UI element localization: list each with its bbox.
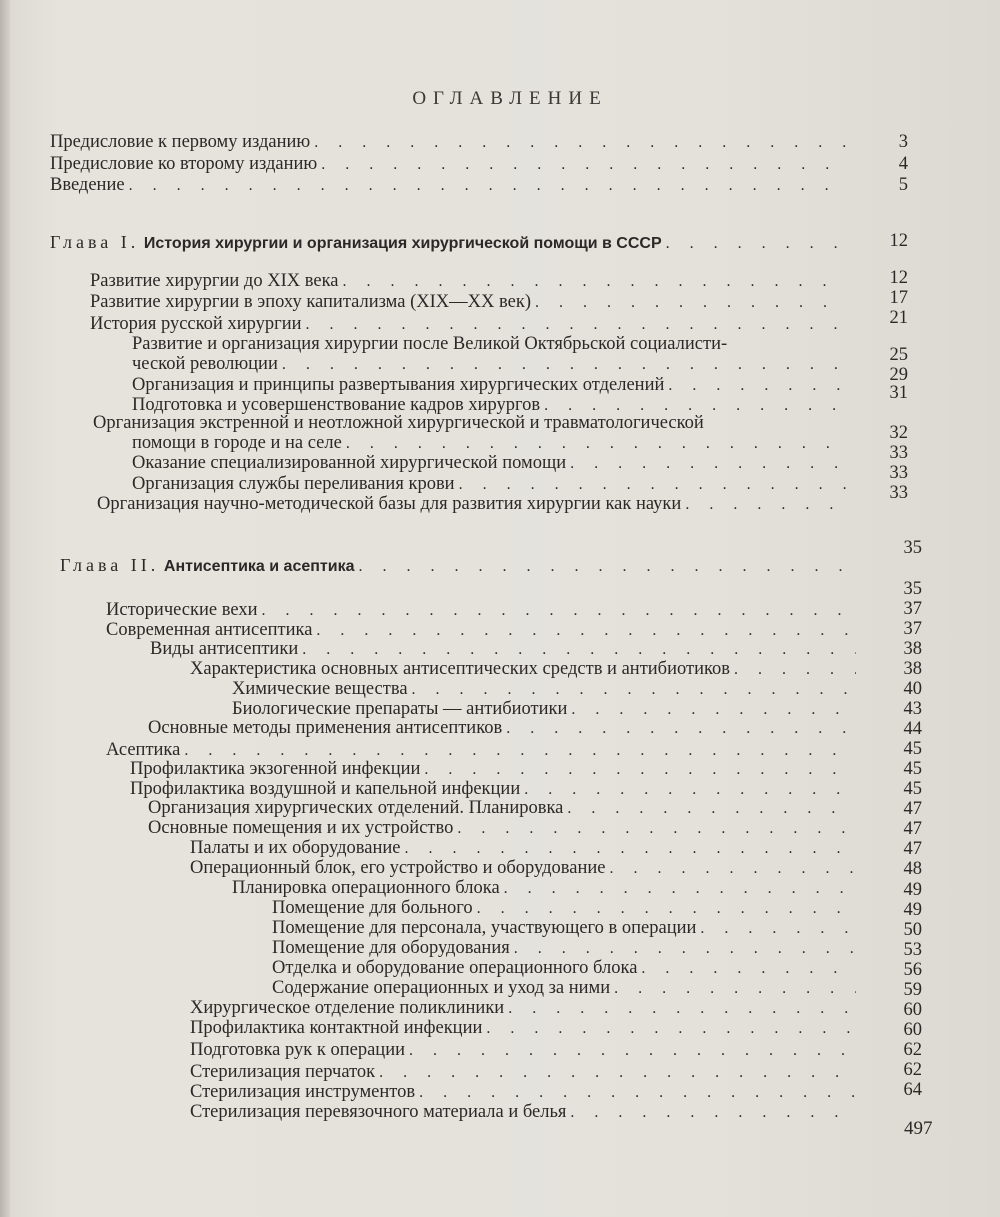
page-number: 47 bbox=[903, 799, 922, 819]
entry-label: Подготовка рук к операции bbox=[190, 1040, 405, 1060]
page-number: 50 bbox=[903, 920, 922, 940]
entry-label: Планировка операционного блока bbox=[232, 878, 500, 898]
entry-label: История русской хирургии bbox=[90, 314, 302, 334]
page-number: 5 bbox=[898, 175, 908, 195]
entry-label: Исторические вехи bbox=[106, 600, 258, 620]
chapter-heading bbox=[50, 230, 850, 254]
entry-label: Основные помещения и их устройство bbox=[148, 818, 454, 838]
entry-label: Характеристика основных антисептических средств и антибиотиков bbox=[190, 659, 731, 679]
page-number: 38 bbox=[903, 639, 922, 659]
page-number: 38 bbox=[903, 659, 922, 679]
page-number: 12 bbox=[889, 268, 908, 288]
page-number: 40 bbox=[903, 679, 922, 699]
page-number: 45 bbox=[903, 759, 922, 779]
entry-label: Организация и принципы развертывания хирургических отделений bbox=[132, 375, 665, 395]
entry-label: Помещение для персонала, участвующего в операции bbox=[272, 918, 697, 938]
entry-label: Стерилизация перчаток bbox=[190, 1062, 376, 1082]
chapter-prefix: Глава II. bbox=[60, 555, 160, 575]
entry-label: Содержание операционных и уход за ними bbox=[272, 978, 611, 998]
toc-entry bbox=[90, 290, 850, 314]
entry-label: Биологические препараты — антибиотики bbox=[232, 699, 568, 719]
entry-label: Хирургическое отделение поликлиники bbox=[190, 998, 505, 1018]
page-number: 64 bbox=[903, 1080, 922, 1100]
dot-leader bbox=[358, 555, 846, 579]
entry-label: Подготовка и усовершенствование кадров хирургов bbox=[132, 395, 541, 415]
page-number: 25 bbox=[889, 345, 908, 365]
page-number: 45 bbox=[903, 779, 922, 799]
toc-heading: ОГЛАВЛЕНИЕ bbox=[412, 88, 608, 109]
page-number: 47 bbox=[903, 819, 922, 839]
entry-label: Организация службы переливания крови bbox=[132, 474, 455, 494]
entry-label: Организация экстренной и неотложной хирургической и травматологической bbox=[93, 413, 704, 433]
entry-label: Организация научно-методической базы для развития хирургии как науки bbox=[97, 494, 682, 514]
toc-entry bbox=[97, 492, 850, 516]
entry-label: Палаты и их оборудование bbox=[190, 838, 401, 858]
page-number: 60 bbox=[903, 1000, 922, 1020]
entry-label: Основные методы применения антисептиков bbox=[148, 718, 503, 738]
page-number: 29 bbox=[889, 365, 908, 385]
page-number: 62 bbox=[903, 1040, 922, 1060]
page-folio: 497 bbox=[904, 1118, 933, 1139]
toc-entry bbox=[50, 130, 850, 154]
page-number: 33 bbox=[889, 483, 908, 503]
chapter-heading bbox=[60, 553, 850, 577]
entry-label: Операционный блок, его устройство и оборудование bbox=[190, 858, 606, 878]
page-number: 21 bbox=[889, 308, 908, 328]
entry-label: Асептика bbox=[106, 740, 181, 760]
entry-label: Предисловие к первому изданию bbox=[50, 132, 311, 152]
page-number: 12 bbox=[889, 231, 908, 251]
entry-label: Помещение для больного bbox=[272, 898, 473, 918]
page-number: 31 bbox=[889, 383, 908, 403]
page-number: 49 bbox=[903, 880, 922, 900]
page-number: 45 bbox=[903, 739, 922, 759]
chapter-title: Антисептика и асептика bbox=[163, 558, 355, 575]
entry-label: Предисловие ко второму изданию bbox=[50, 154, 318, 174]
dot-leader bbox=[570, 1101, 856, 1125]
entry-label: Профилактика воздушной и капельной инфекции bbox=[130, 779, 521, 799]
toc-entry bbox=[190, 1038, 860, 1062]
toc-entry bbox=[50, 173, 850, 197]
page-number: 35 bbox=[903, 579, 922, 599]
entry-label: помощи в городе и на селе bbox=[132, 433, 342, 453]
entry-label: Развитие хирургии в эпоху капитализма (XIX—XX век) bbox=[90, 292, 531, 312]
entry-label: Виды антисептики bbox=[150, 639, 299, 659]
toc-entry bbox=[190, 1100, 860, 1124]
chapter-title: История хирургии и организация хирургической помощи в СССР bbox=[143, 235, 662, 252]
page-number: 60 bbox=[903, 1020, 922, 1040]
page-number: 62 bbox=[903, 1060, 922, 1080]
entry-label: Химические вещества bbox=[232, 679, 408, 699]
page-number: 32 bbox=[889, 423, 908, 443]
page-number: 35 bbox=[903, 538, 922, 558]
dot-leader bbox=[129, 174, 846, 198]
page-number: 44 bbox=[903, 719, 922, 739]
page-number: 17 bbox=[889, 288, 908, 308]
entry-label: ческой революции bbox=[132, 354, 278, 374]
page-number: 4 bbox=[898, 154, 908, 174]
entry-label: Отделка и оборудование операционного блока bbox=[272, 958, 638, 978]
entry-label: Введение bbox=[50, 175, 125, 195]
page-number: 53 bbox=[903, 940, 922, 960]
toc-entry bbox=[148, 716, 860, 740]
page-number: 33 bbox=[889, 463, 908, 483]
page-number: 43 bbox=[903, 699, 922, 719]
page-number: 49 bbox=[903, 900, 922, 920]
toc-entry bbox=[190, 1016, 860, 1040]
page-number: 47 bbox=[903, 839, 922, 859]
page-number: 33 bbox=[889, 443, 908, 463]
entry-label: Развитие хирургии до XIX века bbox=[90, 271, 339, 291]
entry-label: Современная антисептика bbox=[106, 620, 313, 640]
entry-label: Организация хирургических отделений. Планировка bbox=[148, 798, 564, 818]
page-number: 3 bbox=[898, 132, 908, 152]
page-number: 56 bbox=[903, 960, 922, 980]
page-number: 59 bbox=[903, 980, 922, 1000]
entry-label: Оказание специализированной хирургической помощи bbox=[132, 453, 567, 473]
dot-leader bbox=[666, 232, 846, 256]
entry-label: Профилактика экзогенной инфекции bbox=[130, 759, 421, 779]
dot-leader bbox=[685, 493, 846, 517]
book-spine-shadow bbox=[0, 0, 10, 1217]
chapter-prefix: Глава I. bbox=[50, 232, 140, 252]
entry-label: Стерилизация перевязочного материала и белья bbox=[190, 1102, 567, 1122]
page-number: 37 bbox=[903, 599, 922, 619]
entry-label: Стерилизация инструментов bbox=[190, 1082, 416, 1102]
page-number: 37 bbox=[903, 619, 922, 639]
page-number: 48 bbox=[903, 859, 922, 879]
entry-label: Развитие и организация хирургии после Великой Октябрьской социалисти- bbox=[132, 334, 728, 354]
entry-label: Помещение для оборудования bbox=[272, 938, 510, 958]
entry-label: Профилактика контактной инфекции bbox=[190, 1018, 483, 1038]
